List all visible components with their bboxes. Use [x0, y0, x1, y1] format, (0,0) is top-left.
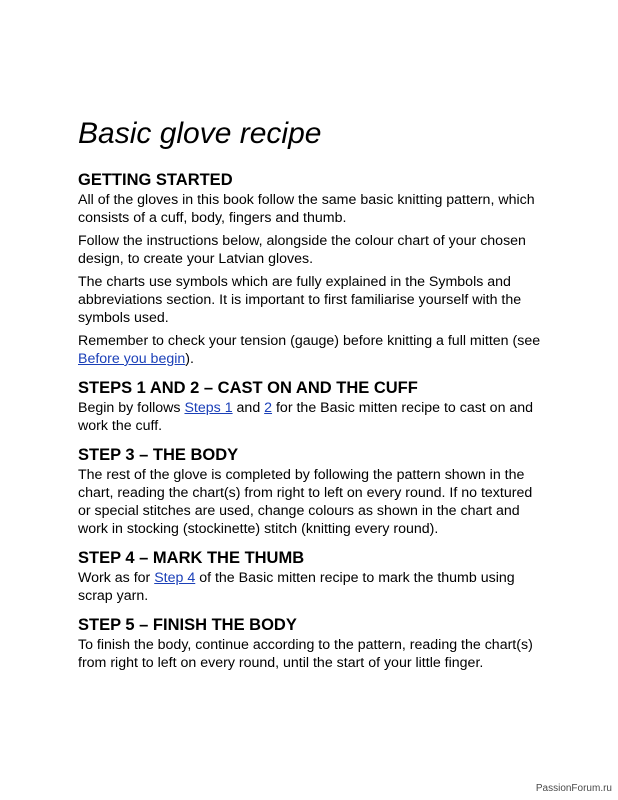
paragraph: [78, 399, 548, 435]
page-title: Basic glove recipe: [78, 117, 322, 150]
link-step-2[interactable]: 2: [264, 400, 273, 416]
heading-steps-1-2: STEPS 1 AND 2 – CAST ON AND THE CUFF: [78, 379, 418, 397]
tension-text: Remember to check your tension (gauge) before knitting a full mitten (see: [78, 333, 541, 349]
heading-step-5: STEP 5 – FINISH THE BODY: [78, 616, 297, 634]
text: of the Basic mitten recipe to mark the thumb using scrap yarn.: [78, 570, 515, 604]
watermark: PassionForum.ru: [535, 783, 612, 794]
text: Begin by follows: [78, 400, 185, 416]
paragraph: [78, 569, 548, 605]
content: [78, 170, 548, 672]
paragraph-tension: [78, 332, 548, 368]
text: for the Basic mitten recipe to cast on and work the cuff.: [78, 400, 534, 434]
paragraph: All of the gloves in this book follow the same basic knitting pattern, which consists of a cuff, body, fingers and thumb.: [78, 192, 535, 226]
paragraph: The rest of the glove is completed by following the pattern shown in the chart, reading the chart(s) from right to left on every round. If no textured or special stitches are used, change colours as shown in the chart and work in stocking (stockinette) stitch (knitting every round).: [78, 467, 533, 537]
text: Work as for: [78, 570, 155, 586]
link-step-4[interactable]: Step 4: [154, 570, 196, 586]
paragraph: To finish the body, continue according to the pattern, reading the chart(s) from right to left on every round, until the start of your little finger.: [78, 637, 533, 671]
paragraph: Follow the instructions below, alongside the colour chart of your chosen design, to create your Latvian gloves.: [78, 233, 526, 267]
heading-getting-started: GETTING STARTED: [78, 171, 233, 189]
paragraph: The charts use symbols which are fully explained in the Symbols and abbreviations section. It is important to first familiarise yourself with the symbols used.: [78, 274, 522, 326]
tension-text-end: ).: [185, 351, 194, 367]
heading-step-4: STEP 4 – MARK THE THUMB: [78, 549, 305, 567]
link-steps-1[interactable]: Steps 1: [184, 400, 233, 416]
link-before-you-begin[interactable]: Before you begin: [78, 351, 186, 367]
heading-step-3: STEP 3 – THE BODY: [78, 446, 239, 464]
text: and: [232, 400, 265, 416]
